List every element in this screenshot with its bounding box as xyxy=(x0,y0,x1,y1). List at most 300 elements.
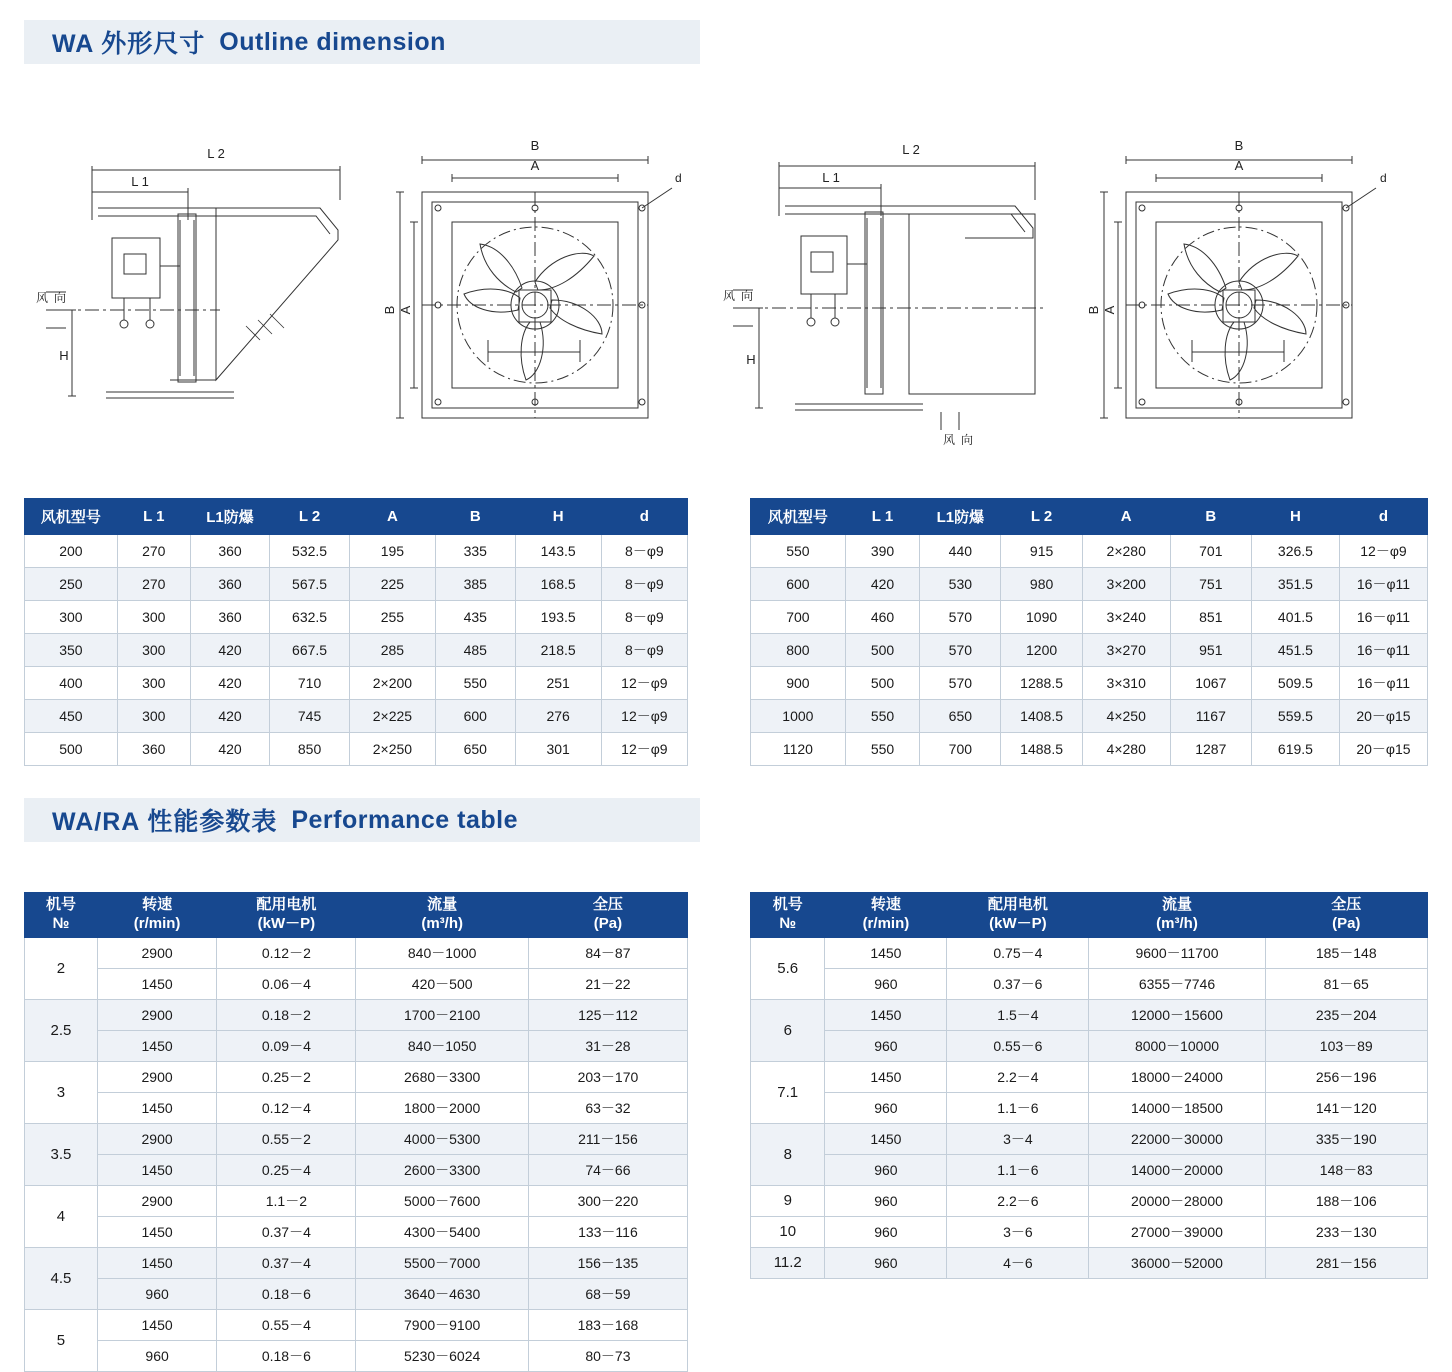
cell-model-no: 6 xyxy=(751,999,825,1061)
cell-value: 509.5 xyxy=(1251,667,1339,700)
col-model: 风机型号 xyxy=(25,499,118,535)
cell-flow: 22000－30000 xyxy=(1089,1123,1265,1154)
cell-pressure: 233－130 xyxy=(1265,1216,1428,1247)
cell-value: 435 xyxy=(436,601,516,634)
svg-text:d: d xyxy=(1380,171,1387,185)
cell-value: 285 xyxy=(349,634,435,667)
outline-dimension-diagrams xyxy=(0,110,1452,450)
cell-model: 200 xyxy=(25,535,118,568)
col-a: A xyxy=(1082,499,1170,535)
col-l1: L 1 xyxy=(117,499,190,535)
cell-motor: 0.18－2 xyxy=(217,999,356,1030)
cell-speed: 960 xyxy=(97,1278,216,1309)
cell-value: 301 xyxy=(515,733,601,766)
cell-model: 500 xyxy=(25,733,118,766)
cell-motor: 0.55－2 xyxy=(217,1123,356,1154)
cell-value: 300 xyxy=(117,634,190,667)
cell-pressure: 256－196 xyxy=(1265,1061,1428,1092)
col-l2: L 2 xyxy=(1001,499,1082,535)
cell-pressure: 125－112 xyxy=(528,999,687,1030)
cell-pressure: 188－106 xyxy=(1265,1185,1428,1216)
cell-model-no: 3.5 xyxy=(25,1123,98,1185)
svg-text:A: A xyxy=(1102,305,1117,315)
cell-value: 20－φ15 xyxy=(1339,733,1427,766)
cell-value: 8－φ9 xyxy=(601,634,687,667)
svg-text:H: H xyxy=(746,352,756,367)
cell-value: 193.5 xyxy=(515,601,601,634)
cell-motor: 0.25－2 xyxy=(217,1061,356,1092)
cell-value: 255 xyxy=(349,601,435,634)
col-h: H xyxy=(515,499,601,535)
cell-pressure: 211－156 xyxy=(528,1123,687,1154)
cell-value: 550 xyxy=(845,700,919,733)
cell-value: 300 xyxy=(117,601,190,634)
cell-value: 650 xyxy=(920,700,1001,733)
table-row xyxy=(751,999,1428,1030)
cell-model-no: 2.5 xyxy=(25,999,98,1061)
cell-value: 16－φ11 xyxy=(1339,634,1427,667)
svg-text:风: 风 xyxy=(943,433,956,447)
cell-value: 850 xyxy=(270,733,350,766)
cell-model-no: 2 xyxy=(25,937,98,999)
col-speed xyxy=(97,893,216,938)
cell-value: 500 xyxy=(845,634,919,667)
cell-value: 701 xyxy=(1170,535,1251,568)
col-flow-cn: 流量 xyxy=(427,896,458,913)
cell-model-no: 5 xyxy=(25,1309,98,1371)
cell-value: 420 xyxy=(190,667,270,700)
cell-value: 980 xyxy=(1001,568,1082,601)
cell-value: 12－φ9 xyxy=(601,667,687,700)
svg-text:A: A xyxy=(398,305,413,315)
cell-value: 559.5 xyxy=(1251,700,1339,733)
diagram-wa-front-view xyxy=(380,130,690,430)
cell-speed: 1450 xyxy=(825,1123,947,1154)
cell-value: 751 xyxy=(1170,568,1251,601)
cell-model-no: 8 xyxy=(751,1123,825,1185)
cell-speed: 960 xyxy=(825,968,947,999)
cell-model: 450 xyxy=(25,700,118,733)
col-speed xyxy=(825,893,947,938)
cell-value: 600 xyxy=(436,700,516,733)
dimension-table-right xyxy=(750,498,1428,766)
table-row xyxy=(25,1278,688,1309)
cell-speed: 1450 xyxy=(825,999,947,1030)
cell-speed: 1450 xyxy=(97,1030,216,1061)
col-model-no-cn: 机号 xyxy=(45,896,76,913)
cell-value: 385 xyxy=(436,568,516,601)
table-row xyxy=(751,535,1428,568)
cell-model: 600 xyxy=(751,568,846,601)
col-motor-unit: (kW－P) xyxy=(989,914,1047,932)
cell-value: 700 xyxy=(920,733,1001,766)
cell-value: 351.5 xyxy=(1251,568,1339,601)
table-row xyxy=(25,667,688,700)
performance-table-right-body xyxy=(751,937,1428,1278)
section-header-performance-cn: WA/RA 性能参数表 xyxy=(52,808,278,836)
col-pressure-cn: 全压 xyxy=(1331,896,1362,913)
cell-flow: 6355－7746 xyxy=(1089,968,1265,999)
cell-value: 12－φ9 xyxy=(1339,535,1427,568)
col-pressure xyxy=(528,893,687,938)
cell-motor: 4－6 xyxy=(947,1247,1089,1278)
cell-value: 360 xyxy=(117,733,190,766)
col-l1: L 1 xyxy=(845,499,919,535)
cell-speed: 960 xyxy=(825,1247,947,1278)
table-row xyxy=(25,700,688,733)
cell-speed: 1450 xyxy=(825,937,947,968)
table-row xyxy=(25,535,688,568)
col-pressure-unit: (Pa) xyxy=(1332,914,1361,932)
diagram-wa-side-view xyxy=(20,130,360,430)
cell-speed: 960 xyxy=(97,1340,216,1371)
cell-speed: 1450 xyxy=(825,1061,947,1092)
cell-value: 915 xyxy=(1001,535,1082,568)
svg-text:B: B xyxy=(1086,305,1101,315)
cell-flow: 7900－9100 xyxy=(356,1309,528,1340)
table-row xyxy=(751,700,1428,733)
cell-value: 1200 xyxy=(1001,634,1082,667)
cell-model-no: 7.1 xyxy=(751,1061,825,1123)
cell-motor: 0.06－4 xyxy=(217,968,356,999)
cell-motor: 0.55－6 xyxy=(947,1030,1089,1061)
cell-value: 420 xyxy=(190,733,270,766)
cell-value: 460 xyxy=(845,601,919,634)
cell-pressure: 84－87 xyxy=(528,937,687,968)
cell-model-no: 4 xyxy=(25,1185,98,1247)
svg-text:A: A xyxy=(1234,158,1244,173)
cell-value: 276 xyxy=(515,700,601,733)
cell-value: 532.5 xyxy=(270,535,350,568)
cell-pressure: 335－190 xyxy=(1265,1123,1428,1154)
cell-value: 667.5 xyxy=(270,634,350,667)
cell-speed: 960 xyxy=(825,1216,947,1247)
cell-value: 2×225 xyxy=(349,700,435,733)
cell-motor: 0.12－2 xyxy=(217,937,356,968)
cell-value: 451.5 xyxy=(1251,634,1339,667)
cell-motor: 2.2－6 xyxy=(947,1185,1089,1216)
cell-value: 745 xyxy=(270,700,350,733)
table-row xyxy=(751,1061,1428,1092)
cell-speed: 2900 xyxy=(97,1185,216,1216)
cell-value: 619.5 xyxy=(1251,733,1339,766)
cell-value: 650 xyxy=(436,733,516,766)
cell-flow: 5230－6024 xyxy=(356,1340,528,1371)
cell-value: 8－φ9 xyxy=(601,535,687,568)
cell-model: 400 xyxy=(25,667,118,700)
table-row xyxy=(25,601,688,634)
table-row xyxy=(25,1154,688,1185)
table-row xyxy=(25,1340,688,1371)
table-row xyxy=(25,937,688,968)
cell-speed: 2900 xyxy=(97,999,216,1030)
cell-speed: 1450 xyxy=(97,968,216,999)
col-motor-unit: (kW－P) xyxy=(257,914,316,932)
cell-value: 218.5 xyxy=(515,634,601,667)
svg-text:L 1: L 1 xyxy=(822,170,840,185)
cell-motor: 0.18－6 xyxy=(217,1278,356,1309)
cell-speed: 2900 xyxy=(97,937,216,968)
cell-value: 3×310 xyxy=(1082,667,1170,700)
cell-motor: 0.09－4 xyxy=(217,1030,356,1061)
cell-flow: 14000－18500 xyxy=(1089,1092,1265,1123)
dimension-table-left xyxy=(24,498,688,766)
cell-value: 300 xyxy=(117,667,190,700)
svg-text:风: 风 xyxy=(36,291,49,305)
cell-motor: 0.18－6 xyxy=(217,1340,356,1371)
svg-text:L 2: L 2 xyxy=(207,146,225,161)
cell-model-no: 3 xyxy=(25,1061,98,1123)
cell-value: 710 xyxy=(270,667,350,700)
svg-text:向: 向 xyxy=(54,291,67,305)
cell-flow: 4300－5400 xyxy=(356,1216,528,1247)
cell-value: 225 xyxy=(349,568,435,601)
cell-model: 900 xyxy=(751,667,846,700)
cell-flow: 840－1000 xyxy=(356,937,528,968)
cell-value: 420 xyxy=(190,634,270,667)
col-flow-cn: 流量 xyxy=(1161,896,1192,913)
col-flow-unit: (m³/h) xyxy=(1156,914,1198,932)
table-row xyxy=(751,1185,1428,1216)
cell-model: 550 xyxy=(751,535,846,568)
cell-value: 632.5 xyxy=(270,601,350,634)
table-header-row xyxy=(751,499,1428,535)
cell-flow: 1800－2000 xyxy=(356,1092,528,1123)
cell-value: 567.5 xyxy=(270,568,350,601)
table-row xyxy=(751,1030,1428,1061)
cell-value: 1488.5 xyxy=(1001,733,1082,766)
cell-motor: 0.37－4 xyxy=(217,1216,356,1247)
col-flow xyxy=(356,893,528,938)
cell-value: 270 xyxy=(117,568,190,601)
cell-speed: 1450 xyxy=(97,1092,216,1123)
cell-pressure: 103－89 xyxy=(1265,1030,1428,1061)
table-row xyxy=(751,937,1428,968)
cell-value: 390 xyxy=(845,535,919,568)
cell-pressure: 74－66 xyxy=(528,1154,687,1185)
cell-speed: 1450 xyxy=(97,1309,216,1340)
cell-pressure: 185－148 xyxy=(1265,937,1428,968)
section-header-performance-table xyxy=(24,798,700,842)
cell-value: 20－φ15 xyxy=(1339,700,1427,733)
cell-value: 401.5 xyxy=(1251,601,1339,634)
table-header-row xyxy=(25,893,688,938)
table-row xyxy=(25,1185,688,1216)
cell-speed: 960 xyxy=(825,1030,947,1061)
cell-value: 1167 xyxy=(1170,700,1251,733)
cell-motor: 0.25－4 xyxy=(217,1154,356,1185)
performance-table-left xyxy=(24,892,688,1372)
col-motor-cn: 配用电机 xyxy=(987,896,1048,913)
cell-motor: 3－6 xyxy=(947,1216,1089,1247)
cell-pressure: 300－220 xyxy=(528,1185,687,1216)
cell-motor: 0.55－4 xyxy=(217,1309,356,1340)
cell-value: 951 xyxy=(1170,634,1251,667)
table-row xyxy=(751,1216,1428,1247)
cell-flow: 20000－28000 xyxy=(1089,1185,1265,1216)
cell-value: 360 xyxy=(190,568,270,601)
cell-flow: 14000－20000 xyxy=(1089,1154,1265,1185)
col-pressure-unit: (Pa) xyxy=(593,914,623,932)
table-row xyxy=(25,733,688,766)
table-row xyxy=(25,1123,688,1154)
table-row xyxy=(25,1030,688,1061)
cell-pressure: 81－65 xyxy=(1265,968,1428,999)
cell-model: 300 xyxy=(25,601,118,634)
cell-value: 12－φ9 xyxy=(601,700,687,733)
col-speed-unit: (r/min) xyxy=(862,914,910,932)
col-model-no-en: № xyxy=(779,914,797,932)
section-header-outline-dimension xyxy=(24,20,700,64)
table-row xyxy=(751,733,1428,766)
col-model: 风机型号 xyxy=(751,499,846,535)
cell-value: 4×250 xyxy=(1082,700,1170,733)
cell-flow: 18000－24000 xyxy=(1089,1061,1265,1092)
table-row xyxy=(751,601,1428,634)
cell-pressure: 21－22 xyxy=(528,968,687,999)
table-row xyxy=(751,634,1428,667)
section-header-outline-en: Outline dimension xyxy=(219,27,446,56)
cell-value: 550 xyxy=(436,667,516,700)
col-l2: L 2 xyxy=(270,499,350,535)
table-row xyxy=(751,667,1428,700)
table-row xyxy=(751,968,1428,999)
col-motor-cn: 配用电机 xyxy=(256,896,317,913)
cell-value: 1287 xyxy=(1170,733,1251,766)
cell-pressure: 31－28 xyxy=(528,1030,687,1061)
cell-value: 360 xyxy=(190,601,270,634)
cell-motor: 1.1－6 xyxy=(947,1092,1089,1123)
col-d: d xyxy=(601,499,687,535)
cell-value: 326.5 xyxy=(1251,535,1339,568)
cell-value: 12－φ9 xyxy=(601,733,687,766)
col-model-no xyxy=(751,893,825,938)
dimension-table-right-body xyxy=(751,535,1428,766)
cell-value: 570 xyxy=(920,634,1001,667)
cell-flow: 5000－7600 xyxy=(356,1185,528,1216)
table-row xyxy=(25,1061,688,1092)
svg-text:d: d xyxy=(675,171,682,185)
section-header-performance-en: Performance table xyxy=(291,805,518,834)
svg-text:向: 向 xyxy=(961,433,974,447)
cell-motor: 0.37－6 xyxy=(947,968,1089,999)
svg-text:L 2: L 2 xyxy=(902,142,920,157)
cell-value: 2×200 xyxy=(349,667,435,700)
col-speed-unit: (r/min) xyxy=(133,914,181,932)
cell-flow: 420－500 xyxy=(356,968,528,999)
cell-value: 3×200 xyxy=(1082,568,1170,601)
col-motor xyxy=(947,893,1089,938)
table-row xyxy=(751,1154,1428,1185)
cell-speed: 1450 xyxy=(97,1247,216,1278)
cell-pressure: 63－32 xyxy=(528,1092,687,1123)
performance-table-left-body xyxy=(25,937,688,1371)
cell-value: 485 xyxy=(436,634,516,667)
section-header-outline-cn: WA 外形尺寸 xyxy=(52,30,206,58)
diagram-ra-front-view xyxy=(1080,130,1400,430)
cell-value: 360 xyxy=(190,535,270,568)
svg-text:B: B xyxy=(1234,138,1244,153)
cell-flow: 1700－2100 xyxy=(356,999,528,1030)
cell-value: 1067 xyxy=(1170,667,1251,700)
diagram-ra-side-view xyxy=(715,130,1055,450)
cell-model-no: 10 xyxy=(751,1216,825,1247)
col-h: H xyxy=(1251,499,1339,535)
cell-model: 1000 xyxy=(751,700,846,733)
col-model-no-cn: 机号 xyxy=(772,896,803,913)
cell-speed: 960 xyxy=(825,1092,947,1123)
cell-value: 440 xyxy=(920,535,1001,568)
cell-value: 851 xyxy=(1170,601,1251,634)
cell-model-no: 5.6 xyxy=(751,937,825,999)
cell-flow: 5500－7000 xyxy=(356,1247,528,1278)
svg-text:B: B xyxy=(530,138,540,153)
col-motor xyxy=(217,893,356,938)
col-l1-explosion-proof: L1防爆 xyxy=(190,499,270,535)
cell-motor: 1.1－6 xyxy=(947,1154,1089,1185)
cell-model-no: 9 xyxy=(751,1185,825,1216)
cell-pressure: 80－73 xyxy=(528,1340,687,1371)
col-model-no xyxy=(25,893,98,938)
cell-value: 4×280 xyxy=(1082,733,1170,766)
cell-value: 1288.5 xyxy=(1001,667,1082,700)
svg-text:A: A xyxy=(530,158,540,173)
cell-value: 143.5 xyxy=(515,535,601,568)
cell-value: 550 xyxy=(845,733,919,766)
cell-value: 270 xyxy=(117,535,190,568)
cell-pressure: 68－59 xyxy=(528,1278,687,1309)
table-row xyxy=(751,1247,1428,1278)
cell-value: 3×240 xyxy=(1082,601,1170,634)
cell-model: 1120 xyxy=(751,733,846,766)
cell-flow: 12000－15600 xyxy=(1089,999,1265,1030)
cell-flow: 27000－39000 xyxy=(1089,1216,1265,1247)
svg-text:向: 向 xyxy=(741,289,754,303)
col-l1-explosion-proof: L1防爆 xyxy=(920,499,1001,535)
cell-model: 700 xyxy=(751,601,846,634)
cell-flow: 3640－4630 xyxy=(356,1278,528,1309)
cell-motor: 1.5－4 xyxy=(947,999,1089,1030)
cell-value: 570 xyxy=(920,601,1001,634)
table-row xyxy=(751,1123,1428,1154)
cell-pressure: 141－120 xyxy=(1265,1092,1428,1123)
cell-value: 195 xyxy=(349,535,435,568)
col-d: d xyxy=(1339,499,1427,535)
cell-value: 420 xyxy=(845,568,919,601)
cell-flow: 2600－3300 xyxy=(356,1154,528,1185)
cell-value: 1090 xyxy=(1001,601,1082,634)
cell-value: 3×270 xyxy=(1082,634,1170,667)
cell-motor: 3－4 xyxy=(947,1123,1089,1154)
cell-pressure: 183－168 xyxy=(528,1309,687,1340)
col-a: A xyxy=(349,499,435,535)
table-row xyxy=(25,999,688,1030)
col-b: B xyxy=(1170,499,1251,535)
dimension-table-left-body xyxy=(25,535,688,766)
col-speed-cn: 转速 xyxy=(870,896,901,913)
cell-model: 250 xyxy=(25,568,118,601)
cell-pressure: 133－116 xyxy=(528,1216,687,1247)
cell-model-no: 11.2 xyxy=(751,1247,825,1278)
cell-value: 2×280 xyxy=(1082,535,1170,568)
cell-model: 350 xyxy=(25,634,118,667)
svg-text:L 1: L 1 xyxy=(131,174,149,189)
cell-motor: 2.2－4 xyxy=(947,1061,1089,1092)
cell-pressure: 148－83 xyxy=(1265,1154,1428,1185)
col-flow xyxy=(1089,893,1265,938)
cell-flow: 2680－3300 xyxy=(356,1061,528,1092)
cell-value: 16－φ11 xyxy=(1339,667,1427,700)
